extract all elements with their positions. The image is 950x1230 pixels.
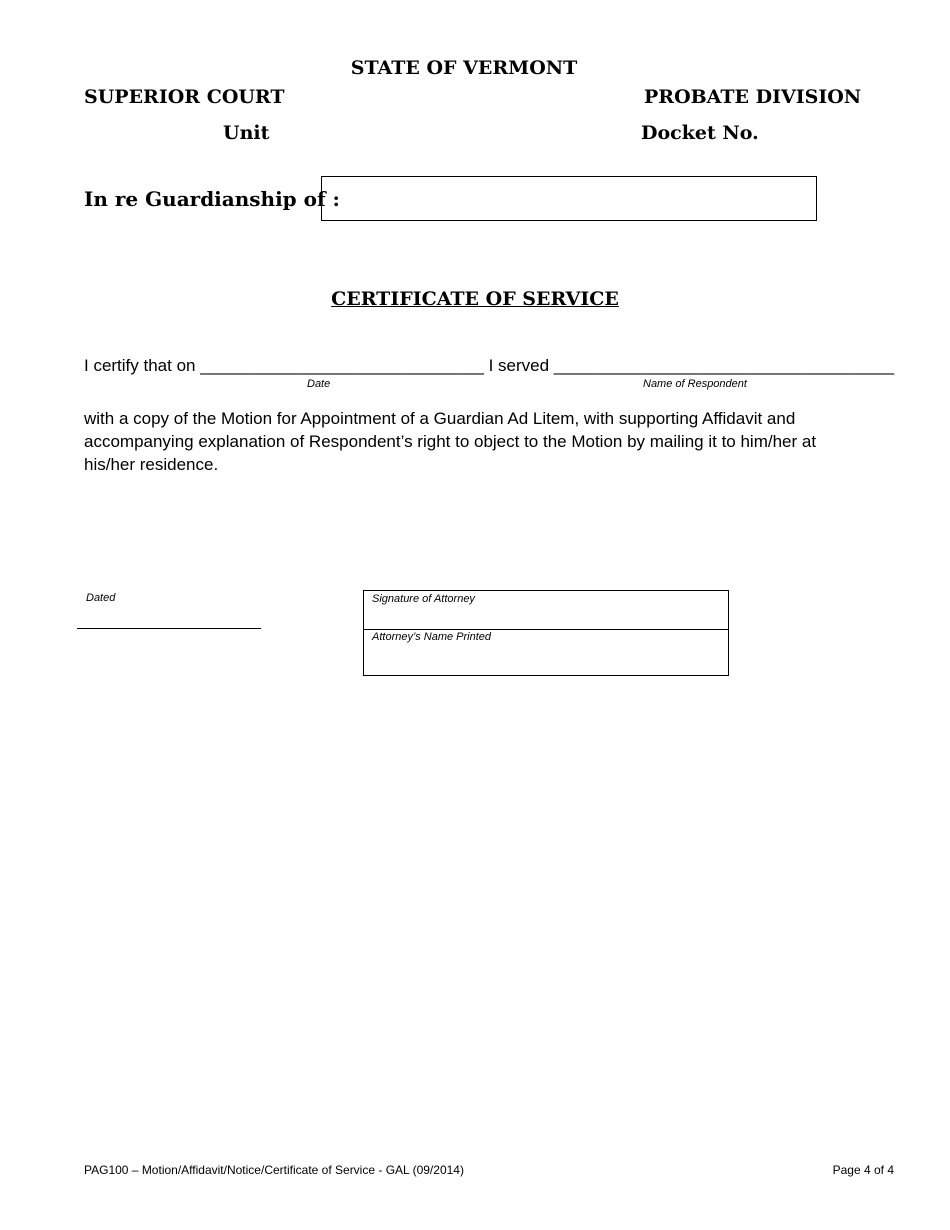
dated-field-line[interactable]: [77, 628, 261, 629]
footer-page-number: Page 4 of 4: [832, 1163, 894, 1177]
dated-label: Dated: [86, 592, 116, 604]
certificate-title: CERTIFICATE OF SERVICE: [331, 288, 619, 310]
date-caption: Date: [307, 378, 331, 390]
guardianship-label: In re Guardianship of :: [84, 187, 340, 211]
docket-label: Docket No.: [641, 122, 759, 144]
state-heading: STATE OF VERMONT: [350, 57, 578, 79]
certify-line[interactable]: I certify that on ______________________________ I served ____________________________________: [84, 356, 895, 375]
division-name: PROBATE DIVISION: [644, 86, 862, 108]
court-name: SUPERIOR COURT: [84, 86, 285, 108]
attorney-name-label: Attorney’s Name Printed: [372, 631, 492, 643]
signature-label: Signature of Attorney: [372, 593, 475, 605]
signature-box: [363, 590, 729, 676]
footer-form-id: PAG100 – Motion/Affidavit/Notice/Certificate of Service - GAL (09/2014): [84, 1163, 464, 1177]
unit-label: Unit: [223, 122, 270, 144]
respondent-caption: Name of Respondent: [643, 378, 747, 390]
guardianship-name-field[interactable]: [321, 176, 817, 221]
certificate-body: with a copy of the Motion for Appointment of a Guardian Ad Litem, with supporting Affidavit and accompanying explanation of Respondent’s right to object to the Motion by mailing it to him/her at his/her residence.: [84, 409, 817, 474]
